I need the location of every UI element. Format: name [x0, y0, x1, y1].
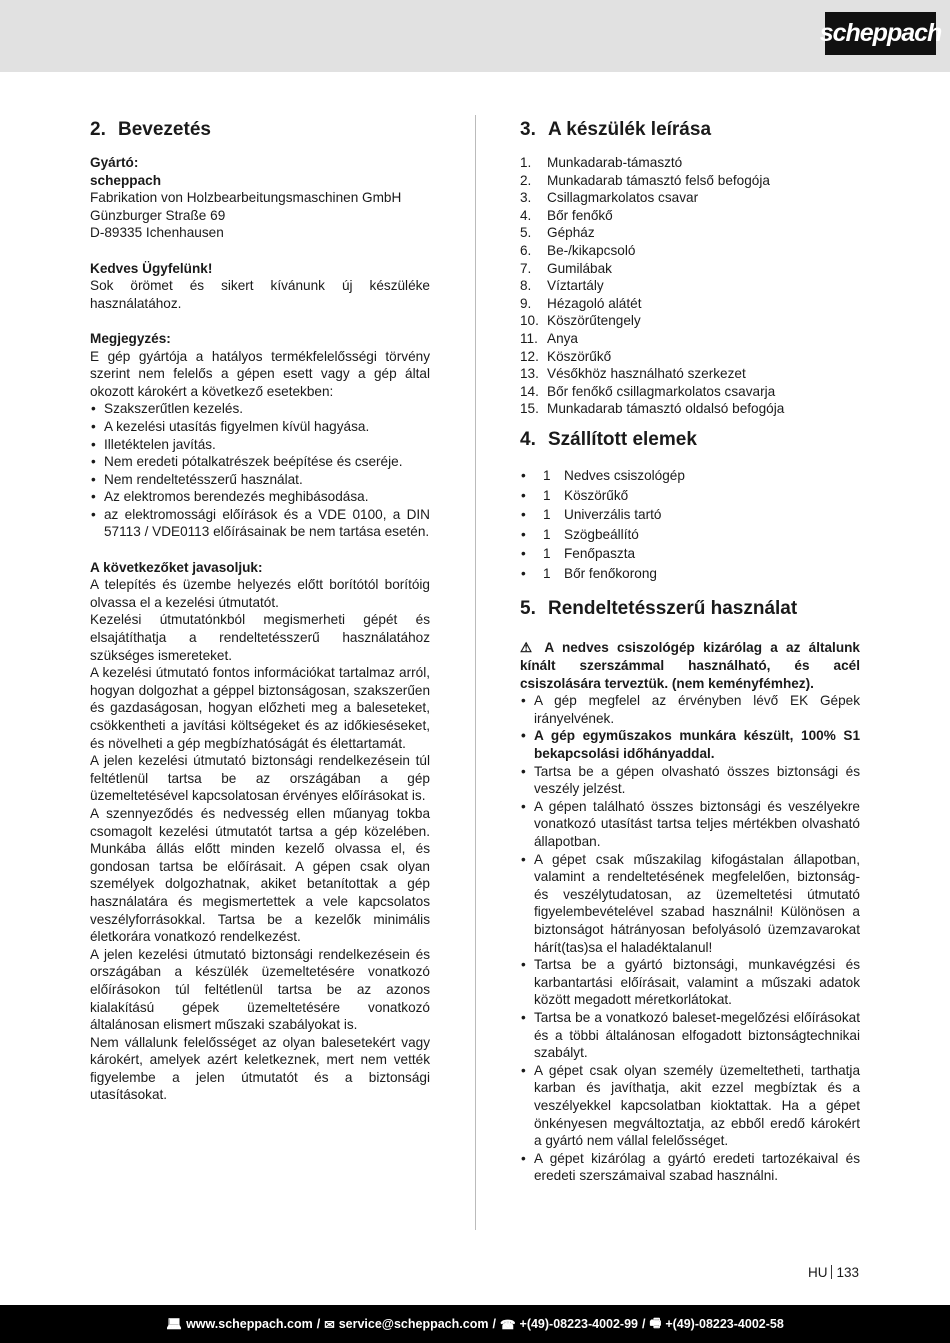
- left-column: [90, 118, 430, 1104]
- list-item: • A gépet csak olyan személy üzemeltetheti, tarthatja karban és javíthatja, akit ezzel megbíztak és a veszélyekkel kapcsolatban kioktattak. Ha a gépet önkényesen megváltoztatja, az ebből eredő károkért a gyártó nem vállal felelősséget.: [520, 1062, 860, 1150]
- part-label: Bőr fenőkő: [547, 207, 613, 223]
- right-column: [520, 118, 860, 1185]
- quantity: • 1: [543, 507, 551, 523]
- manufacturer-name: scheppach: [90, 172, 162, 188]
- part-item: [520, 365, 860, 383]
- footer-contact-bar: 💻︎ www.scheppach.com / ✉︎ service@scheppach.com / ☎︎ +(49)-08223-4002-99 / 🖷︎ +(49)-08223-4002-58: [0, 1305, 950, 1343]
- paragraph: A szennyeződés és nedvesség ellen műanyag tokba csomagolt kezelési útmutatót tartsa a gép közelében. Munkába állás előtt minden kezelő olvassa el, és gondosan tartsa be előírásait. A gépen csak olyan személyek dolgozhatnak, akiket betanítottak a gép használatára és megismertettek a vele kapcsolatos veszélyforrásokkal. Tartsa be a kezelők minimális életkorára vonatkozó rendelkezést.: [90, 805, 430, 945]
- part-label: Be-/kikapcsoló: [547, 242, 636, 258]
- column-divider: [475, 115, 476, 1230]
- list-item: • Nem rendeltetésszerű használat.: [90, 471, 430, 489]
- part-label: Anya: [547, 330, 578, 346]
- note-list: [90, 400, 430, 541]
- page-number: HU 133: [807, 1265, 859, 1280]
- list-item: • A gépen található összes biztonsági és veszélyekre vonatkozó utasítást tartsa teljes mértékben olvasható állapotban.: [520, 798, 860, 851]
- section-title-intended-use: 5. Rendeltetésszerű használat: [520, 598, 798, 620]
- parts-list: [520, 154, 860, 418]
- part-number: 13.: [520, 366, 539, 382]
- warning-icon: ⚠: [520, 640, 545, 656]
- list-item: • Tartsa be a vonatkozó baleset-megelőzési előírásokat és a többi általánosan elfogadott biztonságtechnikai szabályt.: [520, 1009, 860, 1062]
- list-item: • Tartsa be a gyártó biztonsági, munkavégzési és karbantartási előírásait, valamint a műszaki adatok között megadott méretkorlátokat.: [520, 956, 860, 1009]
- part-item: [520, 330, 860, 348]
- delivered-item: [520, 564, 860, 584]
- part-item: [520, 154, 860, 172]
- item-name: Fenőpaszta: [564, 546, 636, 562]
- section-title-device-description: 3. A készülék leírása: [520, 119, 712, 140]
- list-item: • A gépet csak műszakilag kifogástalan állapotban, valamint a rendeltetésének megfelelően, biztonság- és veszélytudatosan, az üzemeltetési útmutató figyelembevételével szabad használni! Különösen a biztonságot hátrányosan befolyásoló üzemzavarokat hárít(tas)sa el haladéktalanul!: [520, 851, 860, 957]
- part-label: Víztartály: [547, 278, 604, 294]
- item-name: Köszörűkő: [564, 487, 629, 503]
- item-name: Univerzális tartó: [564, 507, 662, 523]
- phone-icon: ☎︎: [499, 1317, 516, 1332]
- fax-number: +(49)-08223-4002-58: [665, 1317, 784, 1331]
- part-number: 14.: [520, 383, 539, 399]
- part-label: Gépház: [547, 225, 595, 241]
- paragraph: Kezelési útmutatónkból megismerheti gépét és elsajátíthatja a rendeltetésszerű használatához szükséges ismereteket.: [90, 612, 430, 663]
- phone-number: +(49)-08223-4002-99: [519, 1317, 639, 1331]
- part-item: [520, 295, 860, 313]
- part-item: [520, 383, 860, 401]
- part-item: [520, 242, 860, 260]
- list-item: • A gépet kizárólag a gyártó eredeti tartozékaival és eredeti szerszámaival szabad használni.: [520, 1150, 860, 1185]
- part-item: [520, 348, 860, 366]
- usage-list: [520, 692, 860, 1185]
- part-item: [520, 312, 860, 330]
- address-line: Fabrikation von Holzbearbeitungsmaschinen GmbH: [90, 190, 402, 206]
- list-item: • A gép egyműszakos munkára készült, 100% S1 bekapcsolási időhányaddal.: [520, 727, 860, 762]
- computer-icon: 💻︎: [166, 1316, 183, 1331]
- part-item: [520, 207, 860, 225]
- part-number: 9.: [520, 295, 532, 311]
- part-label: Bőr fenőkő csillagmarkolatos csavarja: [547, 383, 776, 399]
- list-item: • Szakszerűtlen kezelés.: [90, 400, 430, 418]
- part-label: Csillagmarkolatos csavar: [547, 190, 699, 206]
- list-item: • Tartsa be a gépen olvasható összes biztonsági és veszély jelzést.: [520, 763, 860, 798]
- quantity: • 1: [543, 546, 551, 562]
- part-number: 15.: [520, 401, 539, 417]
- greeting: Kedves Ügyfelünk!: [90, 260, 213, 276]
- quantity: • 1: [543, 487, 551, 503]
- address-line: D-89335 Ichenhausen: [90, 225, 224, 241]
- delivered-list: [520, 466, 860, 584]
- manufacturer-label: Gyártó:: [90, 155, 139, 170]
- recommend-label: A következőket javasoljuk:: [90, 559, 263, 575]
- delivered-item: [520, 486, 860, 506]
- website-link[interactable]: www.scheppach.com: [186, 1317, 313, 1331]
- list-item: • Az elektromos berendezés meghibásodása.: [90, 488, 430, 506]
- email-link[interactable]: service@scheppach.com: [338, 1317, 489, 1331]
- delivered-item: [520, 466, 860, 486]
- section-title-delivered-items: 4. Szállított elemek: [520, 428, 697, 450]
- quantity: • 1: [543, 467, 551, 483]
- delivered-item: [520, 525, 860, 545]
- mail-icon: ✉︎: [324, 1317, 335, 1332]
- part-label: Hézagoló alátét: [547, 295, 642, 311]
- part-label: Munkadarab támasztó felső befogója: [547, 172, 770, 188]
- part-number: 8.: [520, 278, 532, 294]
- part-number: 10.: [520, 313, 539, 329]
- part-number: 12.: [520, 348, 539, 364]
- part-item: [520, 224, 860, 242]
- part-number: 6.: [520, 242, 532, 258]
- part-item: [520, 277, 860, 295]
- list-item: • Nem eredeti pótalkatrészek beépítése és cseréje.: [90, 453, 430, 471]
- paragraph: Nem vállalunk felelősséget az olyan balesetekért vagy károkért, amelyek azért keletkeznek, mert nem vették figyelembe a jelen útmutatót és a biztonsági utasításokat.: [90, 1034, 430, 1103]
- part-label: Munkadarab támasztó oldalsó befogója: [547, 401, 785, 417]
- item-name: Bőr fenőkorong: [564, 565, 657, 581]
- part-label: Köszörűkő: [547, 348, 612, 364]
- quantity: • 1: [543, 526, 551, 542]
- list-item: • az elektromossági előírások és a VDE 0100, a DIN 57113 / VDE0113 előírásainak be nem tartása esetén.: [90, 506, 430, 541]
- part-item: [520, 260, 860, 278]
- part-number: 11.: [520, 330, 538, 346]
- greeting-text: Sok örömet és sikert kívánunk új készüléke használatához.: [90, 278, 430, 311]
- part-label: Munkadarab-támasztó: [547, 155, 683, 170]
- part-item: [520, 189, 860, 207]
- fax-icon: 🖷︎: [649, 1315, 662, 1330]
- item-name: Nedves csiszológép: [564, 467, 685, 483]
- section-title-introduction: 2. Bevezetés: [90, 119, 211, 140]
- list-item: • A gép megfelel az érvényben lévő EK Gépek irányelvének.: [520, 692, 860, 727]
- paragraph: A kezelési útmutató fontos információkat tartalmaz arról, hogyan dolgozhat a géppel biztonságosan, szakszerűen és gazdaságosan, hogyan előzheti meg a baleseteket, csökkentheti a javítási költségeket és az időkieséseket, és növelheti a gép megbízhatóságát és élettartamát.: [90, 665, 430, 751]
- paragraph: A jelen kezelési útmutató biztonsági rendelkezésein túl feltétlenül tartsa be az országában a gép üzemeltetésével kapcsolatosan érvényes előírásokat is.: [90, 753, 430, 804]
- item-name: Szögbeállító: [564, 526, 639, 542]
- quantity: • 1: [543, 565, 551, 581]
- address-line: Günzburger Straße 69: [90, 207, 226, 223]
- part-number: 3.: [520, 190, 532, 206]
- header-bar: [0, 0, 950, 72]
- list-item: • Illetéktelen javítás.: [90, 436, 430, 454]
- part-number: 4.: [520, 207, 532, 223]
- part-item: [520, 400, 860, 418]
- part-number: 2.: [520, 172, 532, 188]
- part-number: 1.: [520, 155, 532, 170]
- paragraph: A telepítés és üzembe helyezés előtt borítótól borítóig olvassa el a kezelési útmutatót.: [90, 577, 430, 610]
- note-text: E gép gyártója a hatályos termékfelelősségi törvény szerint nem felelős a gépen esett vagy a gép által okozott károkért a következő esetekben:: [90, 348, 430, 399]
- part-label: Köszörűtengely: [547, 313, 641, 329]
- part-item: [520, 172, 860, 190]
- note-label: Megjegyzés:: [90, 330, 171, 346]
- part-label: Gumilábak: [547, 260, 612, 276]
- list-item: • A kezelési utasítás figyelmen kívül hagyása.: [90, 418, 430, 436]
- scheppach-logo: scheppach: [825, 12, 936, 55]
- part-number: 7.: [520, 260, 532, 276]
- part-label: Vésőkhöz használható szerkezet: [547, 366, 746, 382]
- part-number: 5.: [520, 225, 532, 241]
- warning-text: ⚠ A nedves csiszológép kizárólag a az általunk kínált szerszámmal használható, és acél csiszolására terveztük. (nem keményfémhez).: [520, 640, 860, 691]
- delivered-item: [520, 544, 860, 564]
- delivered-item: [520, 505, 860, 525]
- paragraph: A jelen kezelési útmutató biztonsági rendelkezésein és országában a készülék üzemeltetésére vonatkozó előírásokon túl feltétlenül tartsa be az azonos kialakítású gépek üzemeltetésére vonatkozó általánosan elismert műszaki szabályokat is.: [90, 946, 430, 1033]
